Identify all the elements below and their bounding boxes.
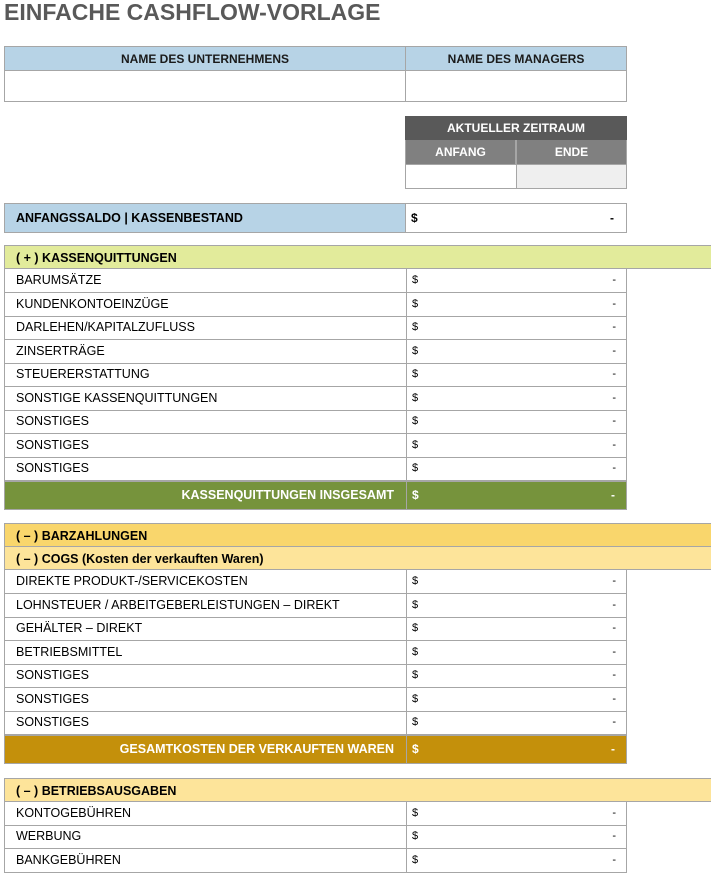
cogs-row (4, 711, 627, 735)
receipt-amount[interactable]: - (612, 392, 616, 404)
currency-symbol: $ (412, 854, 419, 866)
currency-symbol: $ (412, 830, 419, 842)
currency-symbol: $ (412, 669, 419, 681)
currency-symbol: $ (412, 599, 419, 611)
cogs-row (4, 664, 627, 688)
cogs-row (4, 594, 627, 618)
opening-balance-row (4, 203, 627, 233)
cogs-label: LOHNSTEUER / ARBEITGEBERLEISTUNGEN – DIREKT (16, 598, 340, 612)
receipt-label: STEUERERSTATTUNG (16, 367, 150, 381)
receipt-amount[interactable]: - (612, 298, 616, 310)
receipt-label: SONSTIGES (16, 414, 89, 428)
currency-symbol: $ (412, 646, 419, 658)
receipt-label: DARLEHEN/KAPITALZUFLUSS (16, 320, 195, 334)
receipts-section-header: ( + ) KASSENQUITTUNGEN (4, 245, 711, 269)
receipt-amount[interactable]: - (612, 415, 616, 427)
payments-section-header: ( – ) BARZAHLUNGEN (4, 523, 711, 547)
currency-symbol: $ (412, 488, 419, 502)
cogs-amount[interactable]: - (612, 716, 616, 728)
cogs-label: SONSTIGES (16, 692, 89, 706)
cogs-label: DIREKTE PRODUKT-/SERVICEKOSTEN (16, 574, 248, 588)
currency-symbol: $ (412, 298, 419, 310)
receipt-row (4, 387, 627, 411)
currency-symbol: $ (412, 807, 419, 819)
receipt-row (4, 363, 627, 387)
operating-label: BANKGEBÜHREN (16, 853, 121, 867)
currency-symbol: $ (412, 716, 419, 728)
receipts-total-amount: - (611, 488, 615, 502)
currency-symbol: $ (412, 392, 419, 404)
receipts-total-label: KASSENQUITTUNGEN INSGESAMT (181, 488, 394, 502)
opening-balance-amount[interactable]: - (610, 211, 614, 225)
operating-label: WERBUNG (16, 829, 82, 843)
receipt-label: ZINSERTRÄGE (16, 344, 105, 358)
page-title: EINFACHE CASHFLOW-VORLAGE (4, 0, 381, 25)
cogs-total-amount: - (611, 742, 615, 756)
receipt-amount[interactable]: - (612, 368, 616, 380)
period-start-header: ANFANG (405, 140, 516, 164)
cogs-row (4, 617, 627, 641)
receipt-label: SONSTIGE KASSENQUITTUNGEN (16, 391, 218, 405)
operating-amount[interactable]: - (612, 807, 616, 819)
currency-symbol: $ (412, 622, 419, 634)
cogs-row (4, 688, 627, 712)
operating-amount[interactable]: - (612, 830, 616, 842)
operating-row (4, 849, 627, 873)
currency-symbol: $ (412, 321, 419, 333)
company-name-input[interactable] (4, 70, 406, 102)
cogs-amount[interactable]: - (612, 646, 616, 658)
manager-name-header: NAME DES MANAGERS (405, 46, 627, 71)
opening-balance-label: ANFANGSSALDO | KASSENBESTAND (16, 211, 243, 225)
cogs-amount[interactable]: - (612, 693, 616, 705)
current-period-header: AKTUELLER ZEITRAUM (405, 116, 627, 140)
currency-symbol: $ (412, 415, 419, 427)
period-end-header: ENDE (516, 140, 627, 164)
receipt-amount[interactable]: - (612, 274, 616, 286)
currency-symbol: $ (412, 274, 419, 286)
currency-symbol: $ (412, 742, 419, 756)
currency-symbol: $ (412, 462, 419, 474)
receipt-row (4, 269, 627, 293)
currency-symbol: $ (412, 575, 419, 587)
manager-name-input[interactable] (405, 70, 627, 102)
cogs-amount[interactable]: - (612, 669, 616, 681)
receipt-label: SONSTIGES (16, 461, 89, 475)
currency-symbol: $ (412, 439, 419, 451)
operating-amount[interactable]: - (612, 854, 616, 866)
operating-row (4, 802, 627, 826)
receipt-row (4, 316, 627, 340)
cogs-total-row (4, 735, 627, 764)
cogs-amount[interactable]: - (612, 575, 616, 587)
cogs-amount[interactable]: - (612, 622, 616, 634)
currency-symbol: $ (412, 345, 419, 357)
cogs-label: SONSTIGES (16, 668, 89, 682)
opening-balance-currency: $ (411, 211, 418, 225)
receipt-row (4, 293, 627, 317)
operating-label: KONTOGEBÜHREN (16, 806, 132, 820)
cogs-total-label: GESAMTKOSTEN DER VERKAUFTEN WAREN (119, 742, 394, 756)
company-name-header: NAME DES UNTERNEHMENS (4, 46, 406, 71)
period-end-input[interactable] (516, 164, 627, 189)
cogs-amount[interactable]: - (612, 599, 616, 611)
receipt-row (4, 457, 627, 481)
cogs-row (4, 570, 627, 594)
cogs-label: BETRIEBSMITTEL (16, 645, 123, 659)
cogs-row (4, 641, 627, 665)
receipt-row (4, 410, 627, 434)
receipt-amount[interactable]: - (612, 462, 616, 474)
receipt-amount[interactable]: - (612, 439, 616, 451)
cogs-section-header: ( – ) COGS (Kosten der verkauften Waren) (4, 546, 711, 570)
operating-section-header: ( – ) BETRIEBSAUSGABEN (4, 778, 711, 802)
receipt-row (4, 340, 627, 364)
currency-symbol: $ (412, 368, 419, 380)
operating-row (4, 825, 627, 849)
receipt-amount[interactable]: - (612, 321, 616, 333)
currency-symbol: $ (412, 693, 419, 705)
receipt-amount[interactable]: - (612, 345, 616, 357)
cogs-label: SONSTIGES (16, 715, 89, 729)
receipt-label: BARUMSÄTZE (16, 273, 102, 287)
cogs-label: GEHÄLTER – DIREKT (16, 621, 143, 635)
receipt-row (4, 434, 627, 458)
receipt-label: SONSTIGES (16, 438, 89, 452)
receipt-label: KUNDENKONTOEINZÜGE (16, 297, 169, 311)
period-start-input[interactable] (405, 164, 517, 189)
receipts-total-row (4, 481, 627, 510)
